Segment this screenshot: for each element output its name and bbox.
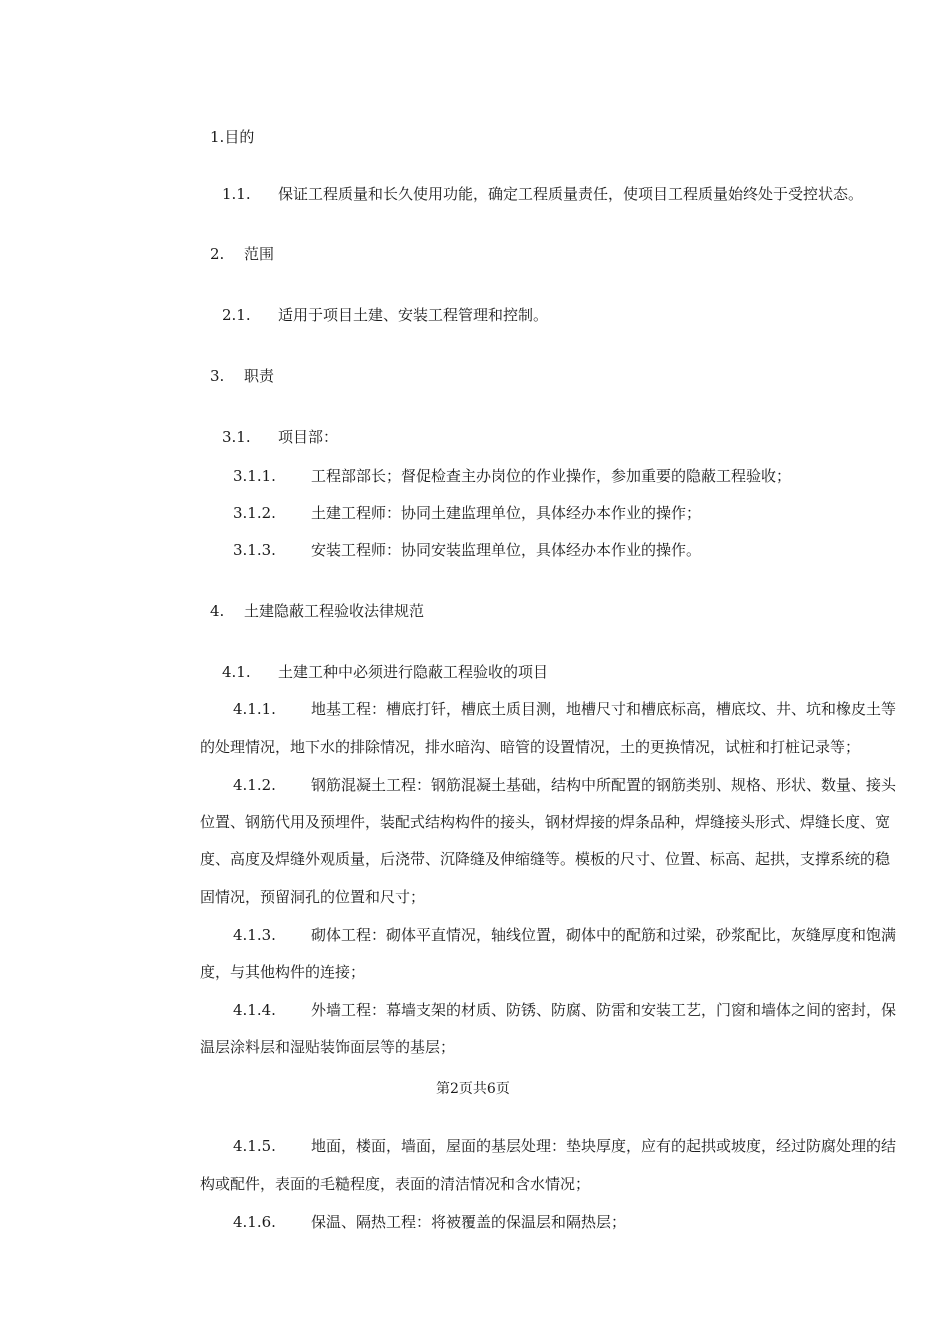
clause-text: 土建工种中必须进行隐蔽工程验收的项目 [278,663,549,681]
clause-text-line: 的处理情况，地下水的排除情况，排水暗沟、暗管的设置情况，土的更换情况，试桩和打桩记录等； [200,738,861,756]
clause-number: 4.1.4. [233,1001,276,1019]
clause-number: 3.1.2. [233,504,276,522]
clause-3-1-1 [233,466,791,486]
clause-text-line: 钢筋混凝土工程：钢筋混凝土基础，结构中所配置的钢筋类别、规格、形状、数量、接头 [311,776,897,794]
section-number: 1. [210,128,225,146]
clause-text-line: 温层涂料层和湿贴装饰面层等的基层； [200,1038,456,1056]
clause-3-1-3 [233,540,701,560]
clause-number: 4.1.1. [233,700,276,718]
clause-text-line: 度、高度及焊缝外观质量，后浇带、沉降缝及伸缩缝等。模板的尺寸、位置、标高、起拱，支撑系统的稳 [200,850,891,868]
clause-4-1-5 [233,1136,896,1156]
clause-text-line: 位置、钢筋代用及预埋件，装配式结构构件的接头，钢材焊接的焊条品种，焊缝接头形式、焊缝长度、宽 [200,813,891,831]
clause-text: 保证工程质量和长久使用功能，确定工程质量责任，使项目工程质量始终处于受控状态。 [278,185,864,203]
clause-4-1-3 [233,925,896,945]
clause-text-line: 地基工程：槽底打钎，槽底土质目测，地槽尺寸和槽底标高，槽底坟、井、坑和橡皮土等 [311,700,897,718]
clause-4-1-1-cont [200,737,860,757]
clause-text: 土建工程师：协同土建监理单位，具体经办本作业的操作； [311,504,702,522]
clause-number: 4.1.6. [233,1213,276,1231]
clause-number: 1.1. [222,185,251,203]
clause-4-1 [222,662,548,682]
section-title: 职责 [244,367,275,385]
clause-text-line: 地面，楼面，墙面，屋面的基层处理：垫块厚度，应有的起拱或坡度，经过防腐处理的结 [311,1137,897,1155]
section-title: 范围 [244,245,275,263]
clause-number: 3.1.3. [233,541,276,559]
clause-text-line: 固情况，预留洞孔的位置和尺寸； [200,888,426,906]
clause-number: 4.1.2. [233,776,276,794]
clause-text-line: 度，与其他构件的连接； [200,963,366,981]
clause-text: 安装工程师：协同安装监理单位，具体经办本作业的操作。 [311,541,702,559]
clause-4-1-6 [233,1212,626,1232]
clause-4-1-5-cont [200,1174,590,1194]
clause-text-line: 砌体工程：砌体平直情况，轴线位置，砌体中的配筋和过梁，砂浆配比，灰缝厚度和饱满 [311,926,897,944]
clause-number: 4.1.3. [233,926,276,944]
page-footer: 第2页共6页 [436,1081,510,1097]
clause-3-1-2 [233,503,701,523]
clause-number: 3.1.1. [233,467,276,485]
clause-number: 3.1. [222,428,251,446]
clause-4-1-4 [233,1000,896,1020]
clause-4-1-3-cont [200,962,365,982]
clause-text-line: 构或配件，表面的毛糙程度，表面的清洁情况和含水情况； [200,1175,591,1193]
clause-4-1-2-cont [200,812,890,832]
section-title: 土建隐蔽工程验收法律规范 [244,602,425,620]
clause-4-1-2 [233,775,896,795]
clause-text-line: 外墙工程：幕墙支架的材质、防锈、防腐、防雷和安装工艺，门窗和墙体之间的密封，保 [311,1001,897,1019]
clause-3-1 [222,427,338,447]
clause-text: 适用于项目土建、安装工程管理和控制。 [278,306,549,324]
section-number: 4. [210,602,225,620]
section-heading-2 [210,244,274,264]
section-number: 3. [210,367,225,385]
clause-2-1 [222,305,548,325]
clause-4-1-2-cont [200,849,890,869]
clause-4-1-4-cont [200,1037,455,1057]
clause-1-1 [222,184,863,204]
clause-text: 项目部： [278,428,339,446]
section-title: 目的 [224,128,255,146]
clause-number: 2.1. [222,306,251,324]
section-heading-3 [210,366,274,386]
clause-4-1-1 [233,699,896,719]
clause-text: 工程部部长；督促检查主办岗位的作业操作，参加重要的隐蔽工程验收； [311,467,792,485]
section-heading-4 [210,601,424,621]
clause-number: 4.1. [222,663,251,681]
clause-number: 4.1.5. [233,1137,276,1155]
section-number: 2. [210,245,225,263]
section-heading-1 [210,127,254,147]
clause-4-1-2-cont [200,887,425,907]
clause-text: 保温、隔热工程：将被覆盖的保温层和隔热层； [311,1213,627,1231]
